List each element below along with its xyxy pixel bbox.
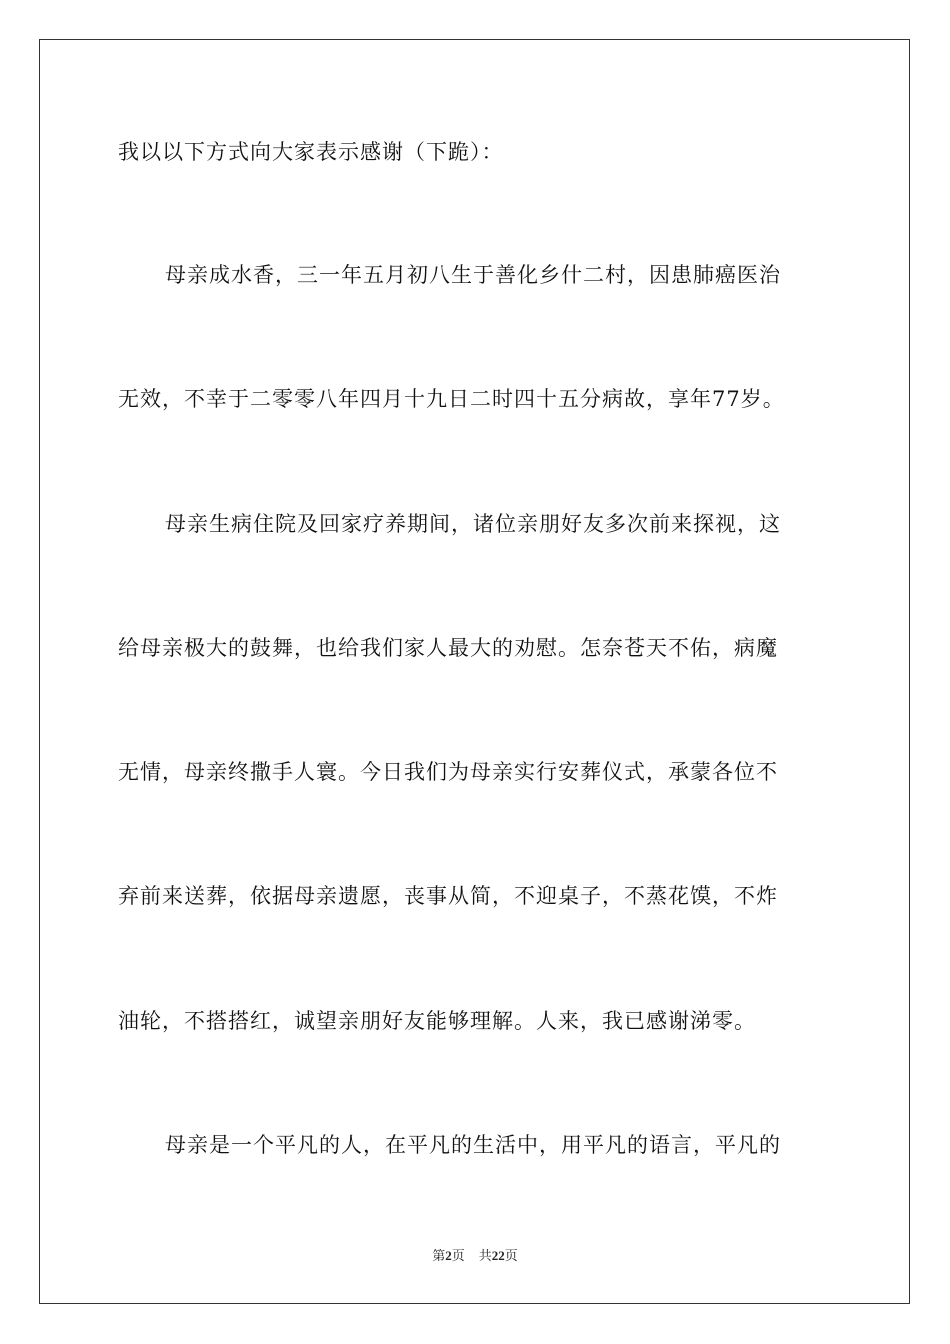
page-footer xyxy=(0,1247,950,1266)
page-total: 22 xyxy=(491,1248,505,1263)
text-line-6: 无情，母亲终撒手人寰。今日我们为母亲实行安葬仪式，承蒙各位不 xyxy=(118,760,778,784)
total-prefix: 共 xyxy=(478,1249,492,1264)
page-unit: 页 xyxy=(451,1249,465,1264)
page-border xyxy=(39,39,910,1304)
text-line-8: 油轮，不搭搭红，诚望亲朋好友能够理解。人来，我已感谢涕零。 xyxy=(118,1009,756,1033)
text-line-7: 弃前来送葬，依据母亲遗愿，丧事从简，不迎桌子，不蒸花馍，不炸 xyxy=(118,884,778,908)
text-line-3: 无效，不幸于二零零八年四月十九日二时四十五分病故，享年77岁。 xyxy=(118,387,785,411)
page-prefix: 第 xyxy=(432,1249,446,1264)
text-line-2: 母亲成水香，三一年五月初八生于善化乡什二村，因患肺癌医治 xyxy=(165,263,781,287)
text-line-5: 给母亲极大的鼓舞，也给我们家人最大的劝慰。怎奈苍天不佑，病魔 xyxy=(118,636,778,660)
page-current: 2 xyxy=(445,1248,452,1263)
total-unit: 页 xyxy=(504,1249,518,1264)
text-line-4: 母亲生病住院及回家疗养期间，诸位亲朋好友多次前来探视，这 xyxy=(165,512,781,536)
text-line-9: 母亲是一个平凡的人，在平凡的生活中，用平凡的语言，平凡的 xyxy=(165,1133,781,1157)
text-line-1: 我以以下方式向大家表示感谢（下跪）： xyxy=(118,140,504,164)
